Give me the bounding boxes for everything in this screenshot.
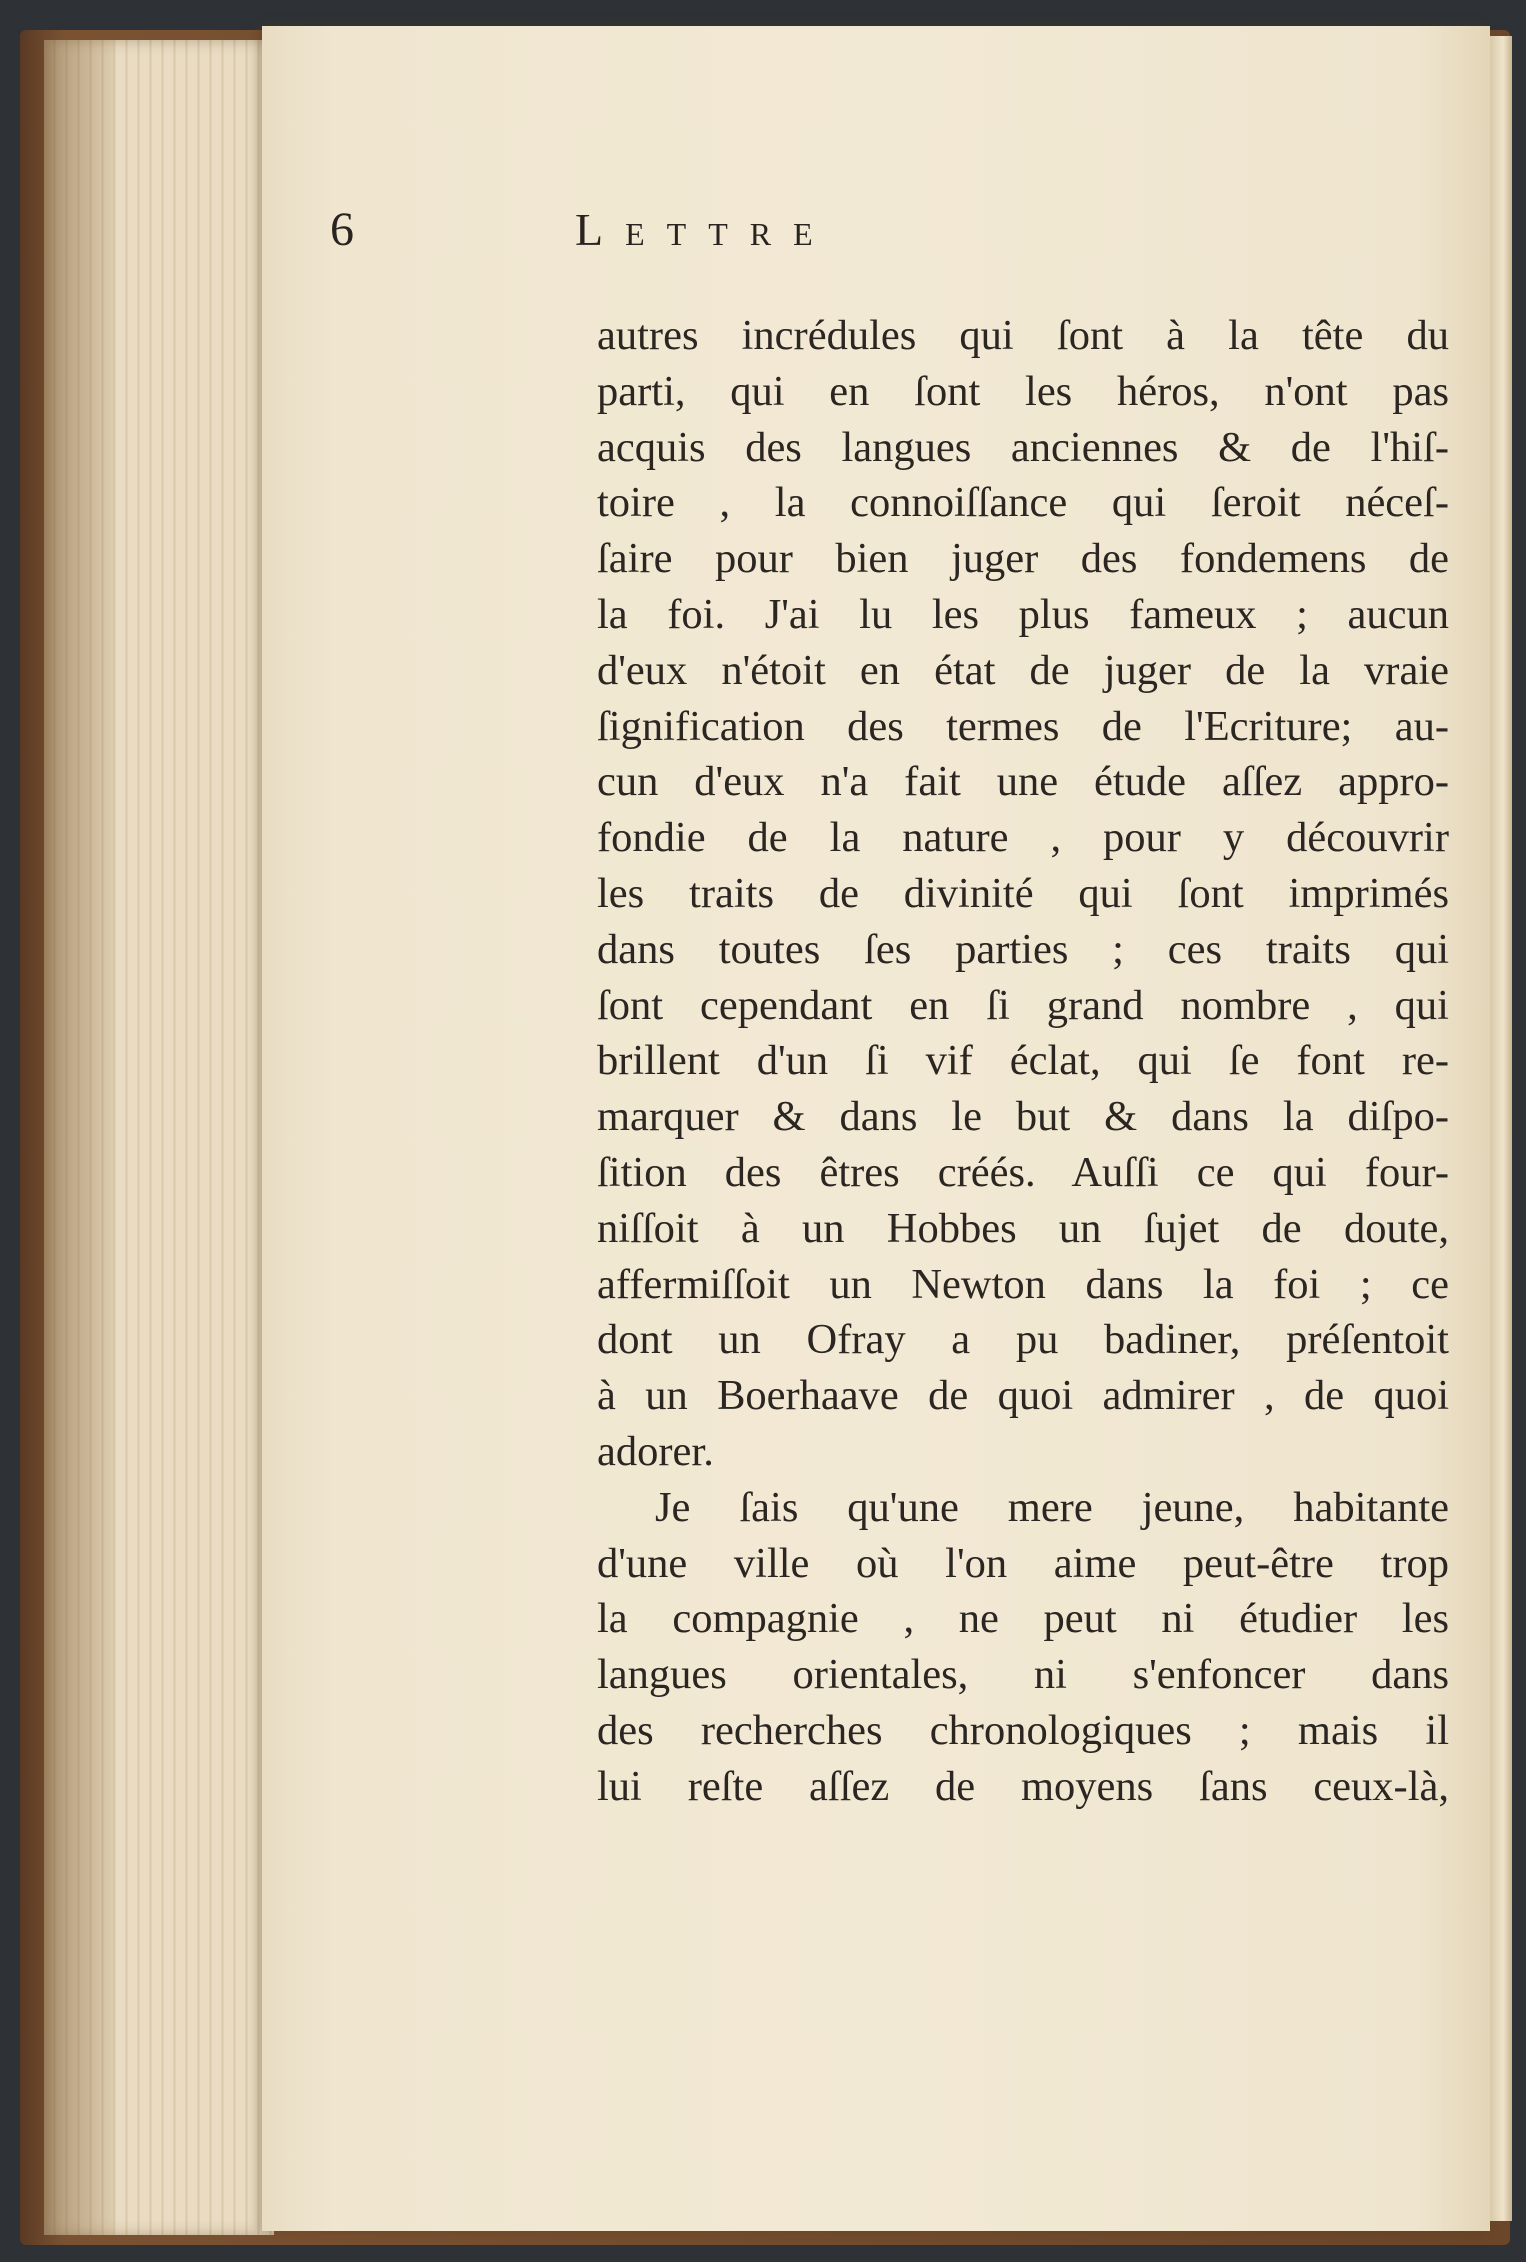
running-title: Lettre: [575, 204, 835, 255]
text-line: niſſoit à un Hobbes un ſujet de doute,: [597, 1204, 1449, 1252]
body-text: [597, 308, 1449, 1815]
text-line: dont un Ofray a pu badiner, préſentoit: [597, 1316, 1449, 1364]
text-line: autres incrédules qui ſont à la tête du: [597, 312, 1449, 359]
text-line: la compagnie , ne peut ni étudier les: [597, 1595, 1449, 1643]
page-edges: [44, 40, 274, 2235]
text-line: ſignification des termes de l'Ecriture; au-: [597, 702, 1449, 750]
text-line: brillent d'un ſi vif éclat, qui ſe font re-: [597, 1037, 1449, 1085]
text-line: ſaire pour bien juger des fondemens de: [597, 535, 1449, 583]
text-line: parti, qui en ſont les héros, n'ont pas: [597, 367, 1449, 415]
text-line: des recherches chronologiques ; mais il: [597, 1706, 1449, 1754]
text-line: Je ſais qu'une mere jeune, habitante: [655, 1483, 1449, 1531]
text-line: d'une ville où l'on aime peut-être trop: [597, 1539, 1449, 1587]
text-line: marquer & dans le but & dans la diſpo-: [597, 1093, 1449, 1141]
text-line: dans toutes ſes parties ; ces traits qui: [597, 925, 1449, 973]
text-line: affermiſſoit un Newton dans la foi ; ce: [597, 1260, 1449, 1308]
page-number: 6: [330, 203, 354, 256]
text-line: acquis des langues anciennes & de l'hiſ-: [597, 423, 1449, 471]
text-line: ſont cependant en ſi grand nombre , qui: [597, 981, 1449, 1029]
text-line: adorer.: [597, 1427, 714, 1475]
text-line: les traits de divinité qui ſont imprimés: [597, 869, 1449, 917]
text-line: cun d'eux n'a fait une étude aſſez appro-: [597, 758, 1449, 806]
text-line: toire , la connoiſſance qui ſeroit néceſ-: [597, 479, 1449, 527]
text-line: la foi. J'ai lu les plus fameux ; aucun: [597, 590, 1449, 638]
paragraph-1: [597, 308, 1449, 1480]
paragraph-2: [597, 1480, 1449, 1815]
text-line: fondie de la nature , pour y découvrir: [597, 814, 1449, 862]
text-line: d'eux n'étoit en état de juger de la vraie: [597, 646, 1449, 694]
text-line: ſition des êtres créés. Auſſi ce qui four-: [597, 1148, 1449, 1196]
page-header: [330, 200, 1230, 270]
text-line: à un Boerhaave de quoi admirer , de quoi: [597, 1372, 1449, 1420]
text-line: langues orientales, ni s'enfoncer dans: [597, 1651, 1449, 1699]
text-line: lui reſte aſſez de moyens ſans ceux-là,: [597, 1762, 1449, 1810]
